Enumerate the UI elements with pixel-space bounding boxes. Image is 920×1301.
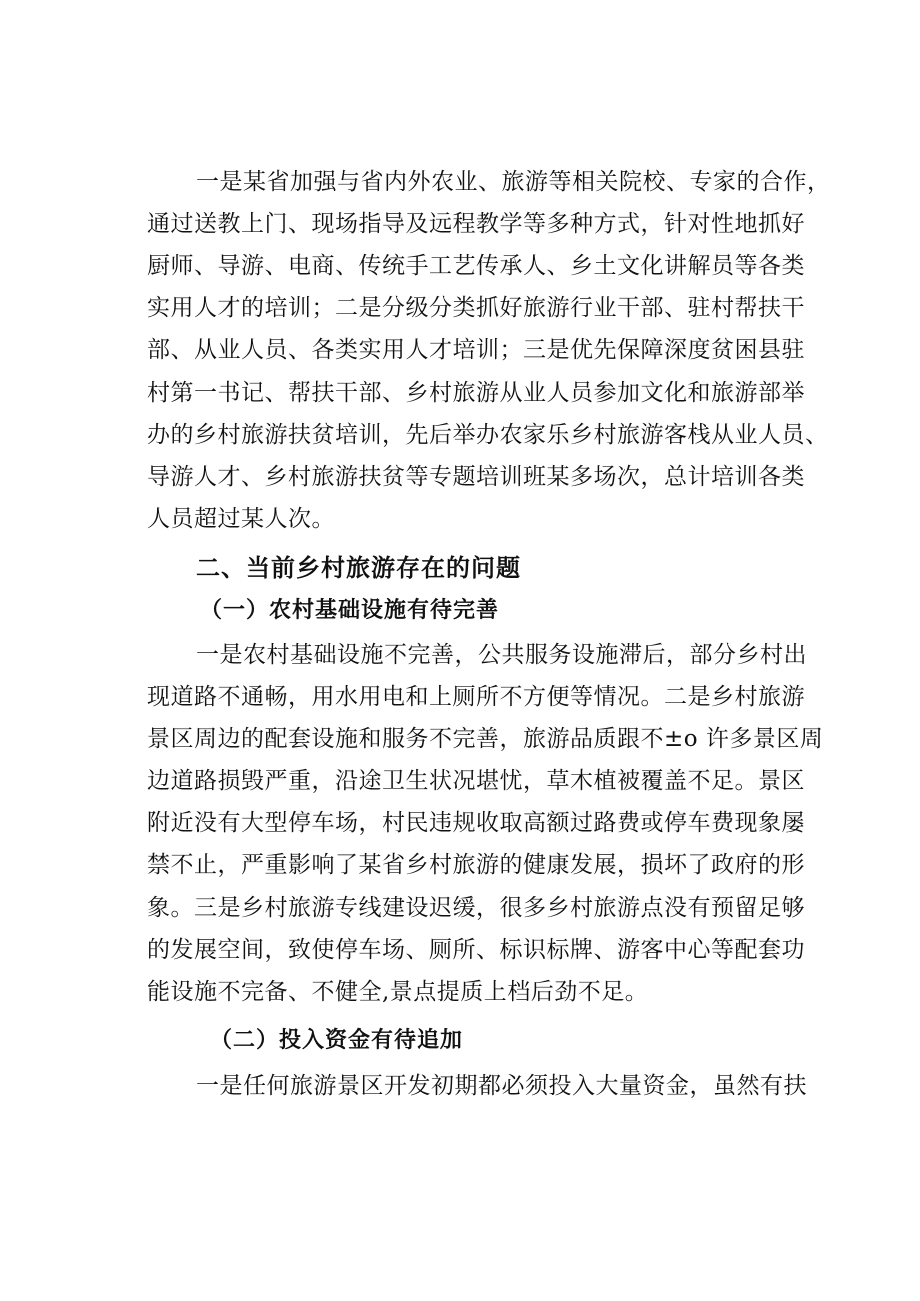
subsection-1-line-7: 象。三是乡村旅游专线建设迟缓，很多乡村旅游点没有预留足够 [147, 895, 805, 921]
subsection-1-line-1: 一是农村基础设施不完善，公共服务设施滞后，部分乡村出 [196, 642, 807, 668]
subsection-1-title: （一）农村基础设施有待完善 [200, 598, 500, 623]
subsection-1-line-4: 边道路损毁严重，沿途卫生状况堪忧，草木植被覆盖不足。景区 [147, 768, 805, 794]
subsection-1-line-9: 能设施不完备、不健全,景点提质上档后劲不足。 [147, 979, 649, 1005]
paragraph-1-line-5: 部、从业人员、各类实用人才培训；三是优先保障深度贫困县驻 [147, 337, 805, 363]
paragraph-1-line-2: 通过送教上门、现场指导及远程教学等多种方式，针对性地抓好 [147, 211, 805, 237]
paragraph-1-line-8: 导游人才、乡村旅游扶贫等专题培训班某多场次，总计培训各类 [147, 464, 805, 490]
paragraph-1-line-4: 实用人才的培训；二是分级分类抓好旅游行业干部、驻村帮扶干 [147, 295, 805, 321]
subsection-1-line-2: 现道路不通畅，用水用电和上厕所不方便等情况。二是乡村旅游 [147, 684, 805, 710]
subsection-2-title: （二）投入资金有待追加 [210, 1028, 464, 1053]
section-2-title: 二、当前乡村旅游存在的问题 [196, 554, 521, 582]
subsection-1-line-3: 景区周边的配套设施和服务不完善，旅游品质跟不±o 许多景区周 [147, 726, 824, 752]
paragraph-1-line-9: 人员超过某人次。 [147, 506, 335, 532]
paragraph-1-line-6: 村第一书记、帮扶干部、乡村旅游从业人员参加文化和旅游部举 [147, 380, 805, 406]
paragraph-1-line-1: 一是某省加强与省内外农业、旅游等相关院校、专家的合作， [196, 169, 831, 195]
subsection-1-line-5: 附近没有大型停车场，村民违规收取高额过路费或停车费现象屡 [147, 810, 805, 836]
subsection-1-line-8: 的发展空间，致使停车场、厕所、标识标牌、游客中心等配套功 [147, 937, 805, 963]
subsection-1-line-6: 禁不止，严重影响了某省乡村旅游的健康发展，损坏了政府的形 [147, 852, 805, 878]
subsection-2-line-1: 一是任何旅游景区开发初期都必须投入大量资金，虽然有扶 [196, 1073, 807, 1099]
paragraph-1-line-3: 厨师、导游、电商、传统手工艺传承人、乡土文化讲解员等各类 [147, 253, 805, 279]
paragraph-1-line-7: 办的乡村旅游扶贫培训，先后举办农家乐乡村旅游客栈从业人员、 [147, 422, 829, 448]
